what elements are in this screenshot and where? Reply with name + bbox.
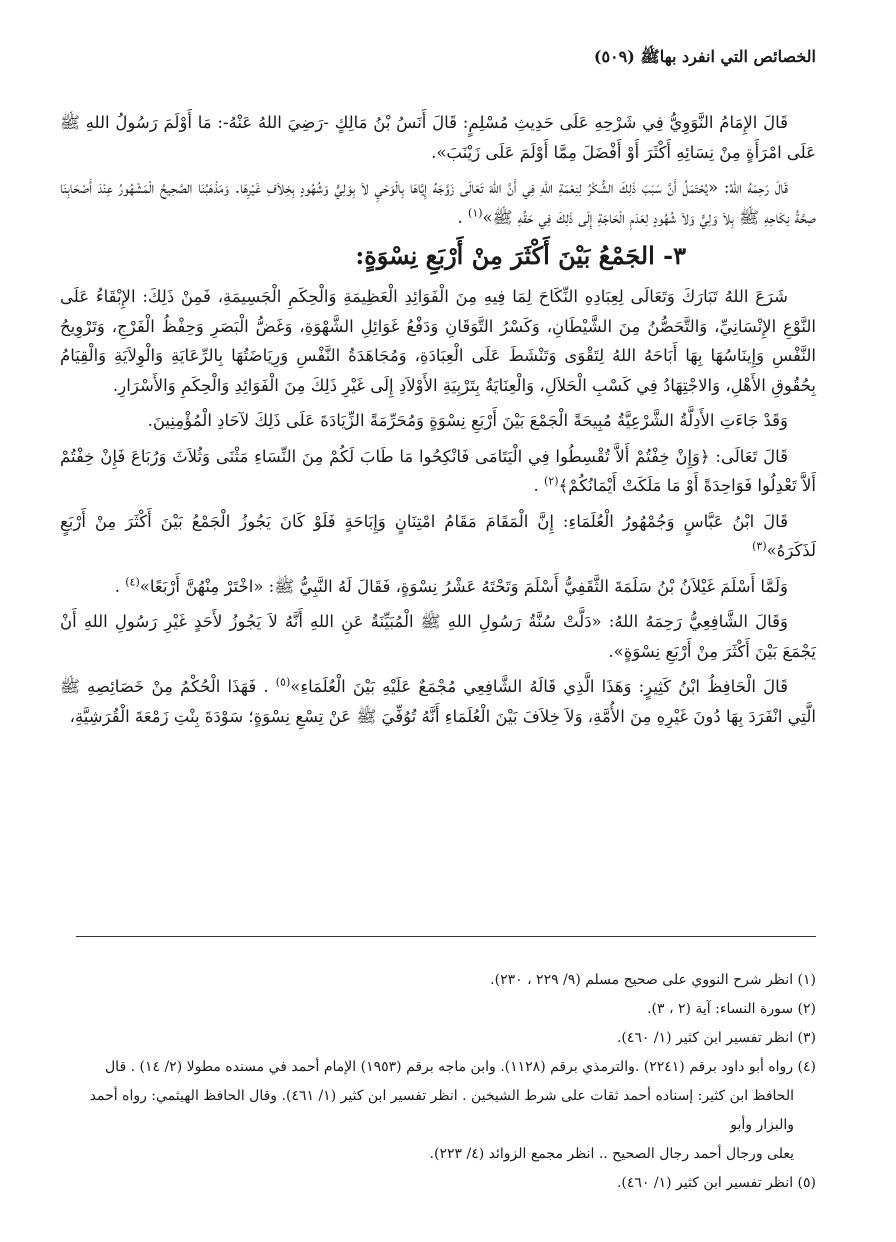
footnote-ref-5[interactable]: (٥): [275, 675, 291, 689]
footnote-ref-1[interactable]: (١): [468, 206, 483, 219]
footnote-4-continued: الحافظ ابن كثير: إسناده أحمد ثقات على شرط الشيخين . انظر تفسير ابن كثير (١/ ٤٦١). وقال الحافظ الهيثمي: رواه أحمد والبزار وأبو: [89, 1088, 794, 1133]
quran-verse-text: قَالَ تَعَالَى: ﴿وَإِنْ خِفْتُمْ أَلاَّ تُقْسِطُوا فِي الْيَتَامَى فَانْكِحُوا مَا طَابَ لَكُمْ مِنَ النِّسَاءِ مَثْنَى وَثُلاَثَ وَرُبَاعَ فَإِنْ خِفْتُمْ أَلاَّ تَعْدِلُوا فَوَاحِدَةً أَوْ مَا مَلَكَتْ أَيْمَانُكُمْ﴾: [60, 446, 816, 495]
ghaylan-text: وَلَمَّا أَسْلَمَ غَيْلاَنُ بْنُ سَلَمَةَ الثَّقَفِيُّ أَسْلَمَ وَتَحْتَهُ عَشْرُ نِسْوَةٍ، فَقَالَ لَهُ النَّبِيُّ ﷺ: «اخْتَرْ مِنْهُنَّ أَرْبَعًا»: [139, 576, 788, 596]
footnote-1: (١) انظر شرح النووي على صحيح مسلم (٩/ ٢٢٩ ، ٢٣٠).: [490, 972, 816, 988]
paragraph-ibn-abbas: [60, 507, 816, 566]
paragraph-legal-evidence: وَقَدْ جَاءَتِ الأَدِلَّةُ الشَّرْعِيَّةُ مُبِيحَةً الْجَمْعَ بَيْنَ أَرْبَعِ نِسْوَةٍ وَمُحَرِّمَةً الزِّيَادَةَ عَلَى ذَلِكَ لآحَادِ الْمُؤْمِنِينَ.: [147, 411, 788, 430]
footnote-2: (٢) سورة النساء: آية (٢ ، ٣).: [647, 1001, 816, 1017]
ibn-abbas-text: قَالَ ابْنُ عَبَّاسٍ وَجُمْهُورُ الْعُلَمَاءِ: إِنَّ الْمَقَامَ مَقَامُ امْتِنَانٍ وَإِبَاحَةٍ فَلَوْ كَانَ يَجُوزُ الْجَمْعُ بَيْنَ أَكْثَرَ مِنْ أَرْبَعٍ لَذَكَرَهُ»: [60, 511, 816, 560]
paragraph-shafii: وَقَالَ الشَّافِعِيُّ رَحِمَهُ اللهُ: «دَلَّتْ سُنَّةُ رَسُولِ اللهِ ﷺ الْمُبَيِّنَةُ عَنِ اللهِ أَنَّهُ لاَ يَجُوزُ لأَحَدٍ غَيْرِ رَسُولِ اللهِ أَنْ يَجْمَعَ بَيْنَ أَكْثَرَ مِنْ أَرْبَعِ نِسْوَةٍ».: [60, 612, 816, 661]
quran-verse-tail: .: [533, 476, 545, 495]
ibn-kathir-text-a: قَالَ الْحَافِظُ ابْنُ كَثِيرٍ: وَهَذَا الَّذِي قَالَهُ الشَّافِعِي مُجْمَعٌ عَلَيْهِ بَيْنَ الْعُلَمَاءِ»: [290, 677, 789, 696]
paragraph-ibn-kathir: [60, 672, 816, 731]
paragraph-nawawi-comment: قَالَ رَحِمَهُ اللهُ: «يُحْتَمَلُ أَنَّ سَبَبَ ذَلِكَ الشُّكْرُ لِنِعْمَةِ اللهِ فِي أَنَّ اللهَ تَعَالَى زَوَّجَهُ إِيَّاهَا بِالْوَحْيِ لاَ بِوَلِيٍّ وَشُهُودٍ بِخِلاَفِ غَيْرِهَا. وَمَذْهَبُنَا الصَّحِيحُ الْمَشْهُورُ عِنْدَ أَصْحَابِنَا صِحَّةُ نِكَاحِهِ ﷺ بِلاَ وَلِيٍّ وَلاَ شُهُودٍ لِعَدَمِ الْحَاجَةِ إِلَى ذَلِكَ فِي حَقِّهِ ﷺ»$^{(١)}$ .: [60, 178, 816, 227]
paragraph-quran-verse: [60, 442, 816, 501]
paragraph-nawawi-hadith: قَالَ الإِمَامُ النَّوَوِيُّ فِي شَرْحِهِ عَلَى حَدِيثِ مُسْلِمٍ: قَالَ أَنَسُ بْنُ مَالِكٍ -رَضِيَ اللهُ عَنْهُ-: مَا أَوْلَمَ رَسُولُ اللهِ ﷺ عَلَى امْرَأَةٍ مِنْ نِسَائِهِ أَكْثَرَ أَوْ أَفْضَلَ مِمَّا أَوْلَمَ عَلَى زَيْنَبَ».: [60, 113, 816, 162]
footnote-separator: [76, 936, 816, 937]
running-header-title: الخصائص التي انفرد بهاﷺ (٥٠٩): [593, 46, 816, 66]
running-header: [60, 44, 816, 72]
section-heading: ٣- الجَمْعُ بَيْنَ أَكْثَرَ مِنْ أَرْبَعِ نِسْوَةٍ:: [355, 241, 686, 270]
footnote-ref-2[interactable]: (٢): [544, 474, 559, 488]
paragraph-ghaylan: [60, 572, 816, 602]
ghaylan-tail: .: [114, 576, 126, 596]
footnote-4-continued-2: يعلى ورجال أحمد رجال الصحيح .. انظر مجمع الزوائد (٤/ ٢٢٣).: [429, 1146, 794, 1162]
footnote-ref-3[interactable]: (٣): [752, 539, 767, 553]
footnotes: [60, 966, 816, 1198]
ibn-kathir-text-b: . فَهَذَا الْحُكْمُ مِنْ خَصَائِصِهِ ﷺ الَّتِي انْفَرَدَ بِهَا دُونَ غَيْرِهِ مِنَ الأُمَّةِ، وَلاَ خِلاَفَ بَيْنَ الْعُلَمَاءِ أَنَّهُ تُوُفِّيَ ﷺ عَنْ تِسْعِ نِسْوَةٍ؛ سَوْدَةَ بِنْتِ زَمْعَةَ الْقُرَشِيَّةِ،: [60, 677, 816, 726]
footnote-4: (٤) رواه أبو داود برقم (٢٢٤١) .والترمذي برقم (١١٢٨). وابن ماجه برقم (١٩٥٣) الإمام أحمد في مسنده مطولا (٢/ ١٤) . قال: [105, 1059, 816, 1075]
footnote-ref-4[interactable]: (٤): [125, 575, 140, 588]
footnote-3: (٣) انظر تفسير ابن كثير (١/ ٤٦٠).: [616, 1030, 816, 1046]
main-text: [60, 108, 816, 737]
footnote-5: (٥) انظر تفسير ابن كثير (١/ ٤٦٠).: [616, 1175, 816, 1191]
paragraph-nawawi-comment-text: قَالَ رَحِمَهُ اللهُ: «يُحْتَمَلُ أَنَّ سَبَبَ ذَلِكَ الشُّكْرُ لِنِعْمَةِ اللهِ فِي أَنَّ اللهَ تَعَالَى زَوَّجَهُ إِيَّاهَا بِالْوَحْيِ لاَ بِوَلِيٍّ وَشُهُودٍ بِخِلاَفِ غَيْرِهَا. وَمَذْهَبُنَا الصَّحِيحُ الْمَشْهُورُ عِنْدَ أَصْحَابِنَا صِحَّةُ نِكَاحِهِ ﷺ بِلاَ وَلِيٍّ وَلاَ شُهُودٍ لِعَدَمِ الْحَاجَةِ إِلَى ذَلِكَ فِي حَقِّهِ ﷺ»: [60, 178, 816, 227]
paragraph-marriage-benefits: شَرَعَ اللهُ تَبَارَكَ وَتَعَالَى لِعِبَادِهِ النِّكَاحَ لِمَا فِيهِ مِنَ الْفَوَائِدِ الْعَظِيمَةِ وَالْحِكَمِ الْجَسِيمَةِ، فَمِنْ ذَلِكَ: الإِبْقَاءُ عَلَى النَّوْعِ الإِنْسَانِيِّ، وَالتَّحَصُّنُ مِنَ الشَّيْطَانِ، وَكَسْرُ التَّوَقَانِ وَدَفْعُ غَوَائِلِ الشَّهْوَةِ، وَغَضُّ الْبَصَرِ وَحِفْظُ الْفَرْجِ، وَتَرْوِيحُ النَّفْسِ وَإِينَاسُهَا بِهَا أَبَاحَهُ اللهُ لِتَقْوَى وَتَنْشَطَ عَلَى الْعِبَادَةِ، وَمُجَاهَدَةُ النَّفْسِ وَرِيَاضَتُهَا بِالرِّعَايَةِ وَالْوِلاَيَةِ وَالْقِيَامُ بِحُقُوقِ الأَهْلِ، وَالاجْتِهَادُ فِي كَسْبِ الْحَلاَلِ، وَالْعِنَايَةُ بِتَرْبِيَةِ الأَوْلاَدِ إِلَى غَيْرِ ذَلِكَ مِنَ الْفَوَائِدِ وَالْحِكَمِ وَالأَسْرَارِ.: [60, 287, 816, 395]
